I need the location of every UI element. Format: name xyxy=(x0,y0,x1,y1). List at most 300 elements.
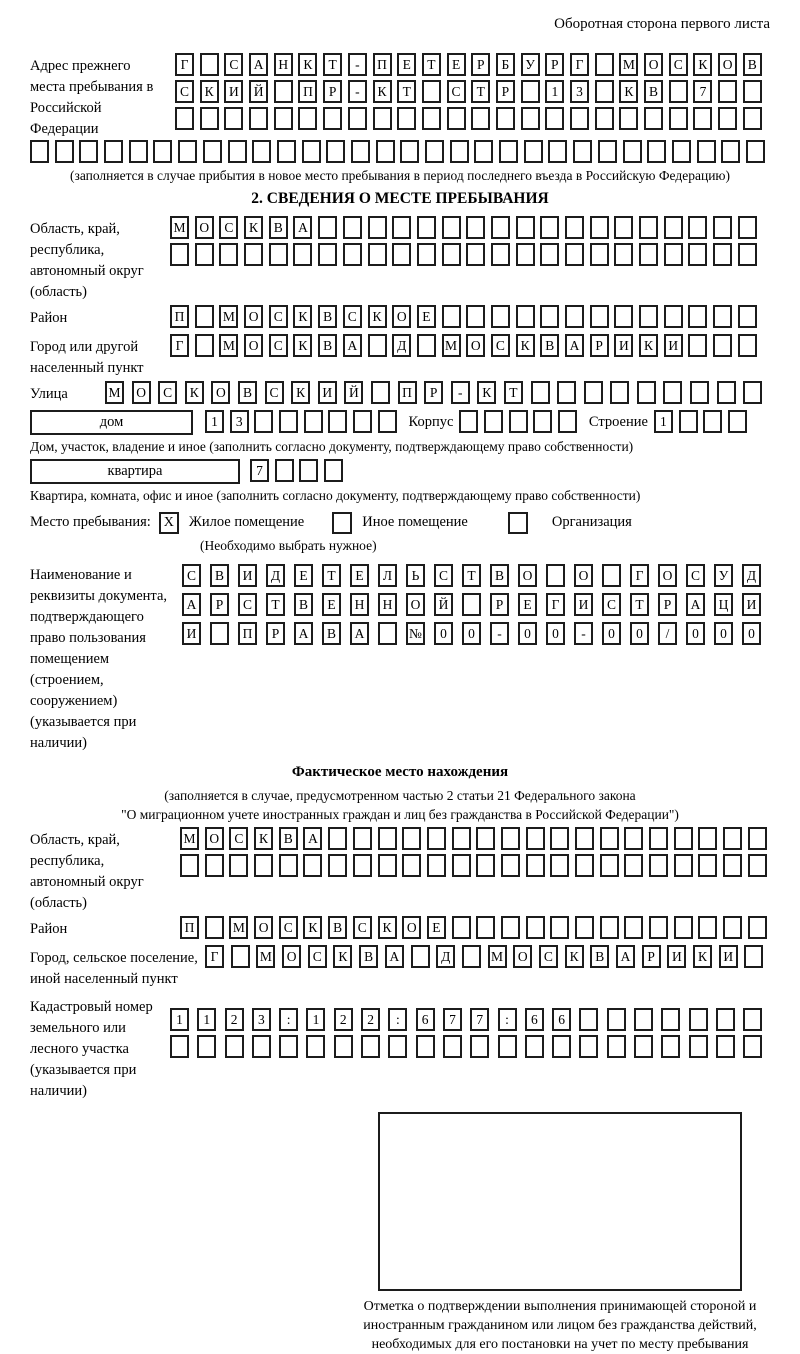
char-cell[interactable]: 7 xyxy=(250,459,269,482)
char-cell[interactable]: 7 xyxy=(470,1008,489,1031)
char-cell[interactable]: 2 xyxy=(225,1008,244,1031)
char-cell[interactable] xyxy=(178,140,197,163)
char-cell[interactable] xyxy=(521,80,540,103)
char-cell[interactable] xyxy=(531,381,550,404)
char-cell[interactable] xyxy=(275,459,294,482)
char-cell[interactable]: В xyxy=(590,945,609,968)
char-cell[interactable]: М xyxy=(256,945,275,968)
char-cell[interactable]: О xyxy=(402,916,421,939)
char-cell[interactable] xyxy=(299,459,318,482)
char-cell[interactable]: О xyxy=(574,564,593,587)
char-cell[interactable]: К xyxy=(185,381,204,404)
char-cell[interactable]: А xyxy=(350,622,369,645)
char-cell[interactable]: А xyxy=(182,593,201,616)
char-cell[interactable] xyxy=(228,140,247,163)
char-cell[interactable] xyxy=(277,140,296,163)
char-cell[interactable]: К xyxy=(303,916,322,939)
char-cell[interactable] xyxy=(452,916,471,939)
char-cell[interactable] xyxy=(328,854,347,877)
char-cell[interactable]: В xyxy=(328,916,347,939)
char-cell[interactable] xyxy=(304,410,323,433)
char-cell[interactable] xyxy=(252,140,271,163)
char-cell[interactable]: В xyxy=(743,53,762,76)
char-cell[interactable]: 3 xyxy=(570,80,589,103)
char-cell[interactable]: О xyxy=(282,945,301,968)
char-cell[interactable] xyxy=(550,916,569,939)
char-cell[interactable]: К xyxy=(477,381,496,404)
char-cell[interactable]: 6 xyxy=(416,1008,435,1031)
char-cell[interactable]: Е xyxy=(417,305,436,328)
char-cell[interactable]: А xyxy=(294,622,313,645)
char-cell[interactable]: В xyxy=(238,381,257,404)
char-cell[interactable]: 7 xyxy=(693,80,712,103)
char-cell[interactable]: О xyxy=(244,305,263,328)
char-cell[interactable]: К xyxy=(333,945,352,968)
char-cell[interactable] xyxy=(716,1008,735,1031)
char-cell[interactable] xyxy=(471,107,490,130)
char-cell[interactable]: С xyxy=(158,381,177,404)
char-cell[interactable]: Г xyxy=(175,53,194,76)
char-cell[interactable]: 0 xyxy=(434,622,453,645)
char-cell[interactable]: : xyxy=(388,1008,407,1031)
char-cell[interactable]: С xyxy=(182,564,201,587)
char-cell[interactable] xyxy=(425,140,444,163)
char-cell[interactable]: А xyxy=(249,53,268,76)
char-cell[interactable]: М xyxy=(488,945,507,968)
char-cell[interactable] xyxy=(343,216,362,239)
char-cell[interactable] xyxy=(623,140,642,163)
char-cell[interactable]: - xyxy=(348,53,367,76)
char-cell[interactable] xyxy=(550,827,569,850)
char-cell[interactable]: 0 xyxy=(518,622,537,645)
house-box[interactable]: дом xyxy=(30,410,193,435)
char-cell[interactable] xyxy=(689,1035,708,1058)
char-cell[interactable] xyxy=(688,305,707,328)
char-cell[interactable] xyxy=(721,140,740,163)
char-cell[interactable]: 3 xyxy=(252,1008,271,1031)
char-cell[interactable] xyxy=(575,827,594,850)
char-cell[interactable]: - xyxy=(490,622,509,645)
char-cell[interactable]: Р xyxy=(471,53,490,76)
char-cell[interactable] xyxy=(649,916,668,939)
char-cell[interactable] xyxy=(723,854,742,877)
char-cell[interactable]: А xyxy=(293,216,312,239)
char-cell[interactable] xyxy=(718,107,737,130)
char-cell[interactable]: О xyxy=(518,564,537,587)
char-cell[interactable] xyxy=(516,305,535,328)
char-cell[interactable] xyxy=(348,107,367,130)
char-cell[interactable] xyxy=(210,622,229,645)
char-cell[interactable] xyxy=(498,1035,517,1058)
char-cell[interactable]: О xyxy=(644,53,663,76)
char-cell[interactable]: 1 xyxy=(170,1008,189,1031)
char-cell[interactable] xyxy=(521,107,540,130)
char-cell[interactable]: И xyxy=(742,593,761,616)
char-cell[interactable] xyxy=(326,140,345,163)
char-cell[interactable] xyxy=(30,140,49,163)
char-cell[interactable]: К xyxy=(293,305,312,328)
char-cell[interactable] xyxy=(728,410,747,433)
char-cell[interactable] xyxy=(229,854,248,877)
char-cell[interactable] xyxy=(748,827,767,850)
char-cell[interactable] xyxy=(55,140,74,163)
char-cell[interactable] xyxy=(693,107,712,130)
char-cell[interactable] xyxy=(688,243,707,266)
char-cell[interactable]: М xyxy=(442,334,461,357)
char-cell[interactable]: Е xyxy=(427,916,446,939)
char-cell[interactable]: Г xyxy=(170,334,189,357)
char-cell[interactable]: В xyxy=(490,564,509,587)
char-cell[interactable]: Н xyxy=(350,593,369,616)
char-cell[interactable]: К xyxy=(368,305,387,328)
char-cell[interactable] xyxy=(254,410,273,433)
char-cell[interactable] xyxy=(452,827,471,850)
char-cell[interactable]: А xyxy=(343,334,362,357)
char-cell[interactable]: К xyxy=(378,916,397,939)
char-cell[interactable] xyxy=(661,1008,680,1031)
char-cell[interactable] xyxy=(293,243,312,266)
char-cell[interactable]: И xyxy=(664,334,683,357)
char-cell[interactable]: 0 xyxy=(742,622,761,645)
char-cell[interactable] xyxy=(195,334,214,357)
char-cell[interactable] xyxy=(639,305,658,328)
char-cell[interactable] xyxy=(526,916,545,939)
char-cell[interactable] xyxy=(249,107,268,130)
char-cell[interactable] xyxy=(279,1035,298,1058)
char-cell[interactable] xyxy=(447,107,466,130)
char-cell[interactable] xyxy=(738,334,757,357)
char-cell[interactable] xyxy=(607,1008,626,1031)
char-cell[interactable] xyxy=(180,854,199,877)
char-cell[interactable] xyxy=(713,334,732,357)
char-cell[interactable]: О xyxy=(211,381,230,404)
char-cell[interactable] xyxy=(491,243,510,266)
char-cell[interactable] xyxy=(516,243,535,266)
char-cell[interactable]: О xyxy=(132,381,151,404)
char-cell[interactable] xyxy=(392,243,411,266)
char-cell[interactable] xyxy=(649,827,668,850)
char-cell[interactable]: К xyxy=(639,334,658,357)
char-cell[interactable] xyxy=(244,243,263,266)
char-cell[interactable] xyxy=(634,1008,653,1031)
char-cell[interactable] xyxy=(279,854,298,877)
char-cell[interactable] xyxy=(679,410,698,433)
char-cell[interactable] xyxy=(688,216,707,239)
char-cell[interactable] xyxy=(743,381,762,404)
char-cell[interactable] xyxy=(323,107,342,130)
char-cell[interactable]: Н xyxy=(378,593,397,616)
char-cell[interactable] xyxy=(104,140,123,163)
char-cell[interactable]: С xyxy=(238,593,257,616)
char-cell[interactable] xyxy=(397,107,416,130)
char-cell[interactable]: К xyxy=(293,334,312,357)
char-cell[interactable] xyxy=(557,381,576,404)
char-cell[interactable] xyxy=(649,854,668,877)
char-cell[interactable]: В xyxy=(294,593,313,616)
char-cell[interactable] xyxy=(373,107,392,130)
char-cell[interactable] xyxy=(713,305,732,328)
char-cell[interactable]: Р xyxy=(545,53,564,76)
char-cell[interactable] xyxy=(462,593,481,616)
char-cell[interactable] xyxy=(664,305,683,328)
char-cell[interactable]: Р xyxy=(590,334,609,357)
char-cell[interactable] xyxy=(219,243,238,266)
char-cell[interactable] xyxy=(225,1035,244,1058)
char-cell[interactable] xyxy=(274,80,293,103)
char-cell[interactable]: А xyxy=(686,593,705,616)
char-cell[interactable] xyxy=(203,140,222,163)
char-cell[interactable] xyxy=(361,1035,380,1058)
char-cell[interactable] xyxy=(466,216,485,239)
char-cell[interactable]: Й xyxy=(434,593,453,616)
char-cell[interactable] xyxy=(501,827,520,850)
char-cell[interactable] xyxy=(516,216,535,239)
char-cell[interactable] xyxy=(674,854,693,877)
char-cell[interactable] xyxy=(353,827,372,850)
char-cell[interactable] xyxy=(602,564,621,587)
char-cell[interactable] xyxy=(690,381,709,404)
char-cell[interactable] xyxy=(392,216,411,239)
char-cell[interactable] xyxy=(546,564,565,587)
char-cell[interactable] xyxy=(442,243,461,266)
char-cell[interactable]: 1 xyxy=(306,1008,325,1031)
char-cell[interactable] xyxy=(129,140,148,163)
char-cell[interactable] xyxy=(634,1035,653,1058)
char-cell[interactable]: С xyxy=(669,53,688,76)
char-cell[interactable]: Р xyxy=(490,593,509,616)
char-cell[interactable]: Г xyxy=(630,564,649,587)
char-cell[interactable]: 6 xyxy=(525,1008,544,1031)
char-cell[interactable]: 7 xyxy=(443,1008,462,1031)
char-cell[interactable]: / xyxy=(658,622,677,645)
char-cell[interactable] xyxy=(614,305,633,328)
char-cell[interactable]: О xyxy=(244,334,263,357)
char-cell[interactable]: С xyxy=(434,564,453,587)
char-cell[interactable] xyxy=(614,216,633,239)
char-cell[interactable] xyxy=(368,334,387,357)
char-cell[interactable] xyxy=(647,140,666,163)
char-cell[interactable] xyxy=(716,1035,735,1058)
char-cell[interactable] xyxy=(595,107,614,130)
char-cell[interactable]: - xyxy=(574,622,593,645)
char-cell[interactable]: С xyxy=(269,334,288,357)
char-cell[interactable] xyxy=(474,140,493,163)
char-cell[interactable]: А xyxy=(565,334,584,357)
char-cell[interactable]: 1 xyxy=(654,410,673,433)
char-cell[interactable] xyxy=(664,216,683,239)
char-cell[interactable]: Г xyxy=(205,945,224,968)
char-cell[interactable] xyxy=(231,945,250,968)
char-cell[interactable]: Д xyxy=(436,945,455,968)
char-cell[interactable] xyxy=(476,916,495,939)
char-cell[interactable]: И xyxy=(614,334,633,357)
char-cell[interactable]: М xyxy=(170,216,189,239)
char-cell[interactable] xyxy=(698,916,717,939)
char-cell[interactable] xyxy=(672,140,691,163)
char-cell[interactable] xyxy=(422,107,441,130)
char-cell[interactable]: Т xyxy=(471,80,490,103)
char-cell[interactable] xyxy=(378,622,397,645)
char-cell[interactable]: Т xyxy=(322,564,341,587)
char-cell[interactable] xyxy=(417,243,436,266)
char-cell[interactable] xyxy=(550,854,569,877)
char-cell[interactable]: 2 xyxy=(361,1008,380,1031)
char-cell[interactable] xyxy=(252,1035,271,1058)
char-cell[interactable]: С xyxy=(224,53,243,76)
char-cell[interactable] xyxy=(703,410,722,433)
char-cell[interactable] xyxy=(689,1008,708,1031)
char-cell[interactable] xyxy=(499,140,518,163)
char-cell[interactable] xyxy=(328,410,347,433)
char-cell[interactable]: Й xyxy=(249,80,268,103)
char-cell[interactable] xyxy=(590,243,609,266)
char-cell[interactable] xyxy=(303,854,322,877)
char-cell[interactable]: 0 xyxy=(546,622,565,645)
char-cell[interactable] xyxy=(353,410,372,433)
char-cell[interactable]: № xyxy=(406,622,425,645)
char-cell[interactable] xyxy=(79,140,98,163)
char-cell[interactable]: Т xyxy=(504,381,523,404)
char-cell[interactable]: Е xyxy=(294,564,313,587)
char-cell[interactable]: С xyxy=(491,334,510,357)
char-cell[interactable] xyxy=(600,916,619,939)
char-cell[interactable]: Д xyxy=(392,334,411,357)
char-cell[interactable]: В xyxy=(279,827,298,850)
char-cell[interactable] xyxy=(548,140,567,163)
char-cell[interactable] xyxy=(279,410,298,433)
char-cell[interactable] xyxy=(743,80,762,103)
char-cell[interactable] xyxy=(639,243,658,266)
char-cell[interactable] xyxy=(614,243,633,266)
char-cell[interactable] xyxy=(743,1035,762,1058)
char-cell[interactable]: К xyxy=(693,53,712,76)
char-cell[interactable]: В xyxy=(540,334,559,357)
char-cell[interactable]: 1 xyxy=(545,80,564,103)
char-cell[interactable] xyxy=(663,381,682,404)
char-cell[interactable]: А xyxy=(303,827,322,850)
char-cell[interactable]: В xyxy=(359,945,378,968)
char-cell[interactable] xyxy=(195,243,214,266)
char-cell[interactable] xyxy=(462,945,481,968)
char-cell[interactable]: О xyxy=(466,334,485,357)
char-cell[interactable]: К xyxy=(516,334,535,357)
char-cell[interactable]: 3 xyxy=(230,410,249,433)
char-cell[interactable]: К xyxy=(200,80,219,103)
char-cell[interactable] xyxy=(674,827,693,850)
char-cell[interactable] xyxy=(738,216,757,239)
char-cell[interactable] xyxy=(378,410,397,433)
char-cell[interactable]: Л xyxy=(378,564,397,587)
char-cell[interactable] xyxy=(269,243,288,266)
char-cell[interactable]: С xyxy=(279,916,298,939)
char-cell[interactable] xyxy=(351,140,370,163)
char-cell[interactable]: : xyxy=(498,1008,517,1031)
char-cell[interactable]: У xyxy=(714,564,733,587)
char-cell[interactable] xyxy=(698,827,717,850)
char-cell[interactable] xyxy=(427,854,446,877)
char-cell[interactable] xyxy=(501,916,520,939)
char-cell[interactable]: П xyxy=(170,305,189,328)
char-cell[interactable]: 0 xyxy=(630,622,649,645)
char-cell[interactable] xyxy=(644,107,663,130)
char-cell[interactable] xyxy=(197,1035,216,1058)
char-cell[interactable] xyxy=(442,216,461,239)
char-cell[interactable]: С xyxy=(353,916,372,939)
char-cell[interactable] xyxy=(443,1035,462,1058)
char-cell[interactable] xyxy=(738,305,757,328)
char-cell[interactable] xyxy=(205,916,224,939)
char-cell[interactable]: О xyxy=(195,216,214,239)
char-cell[interactable] xyxy=(524,140,543,163)
char-cell[interactable] xyxy=(402,854,421,877)
char-cell[interactable] xyxy=(624,854,643,877)
char-cell[interactable] xyxy=(746,140,765,163)
char-cell[interactable]: О xyxy=(513,945,532,968)
char-cell[interactable]: С xyxy=(229,827,248,850)
char-cell[interactable] xyxy=(205,854,224,877)
char-cell[interactable] xyxy=(153,140,172,163)
char-cell[interactable] xyxy=(607,1035,626,1058)
char-cell[interactable] xyxy=(200,107,219,130)
char-cell[interactable]: Н xyxy=(274,53,293,76)
char-cell[interactable] xyxy=(743,107,762,130)
char-cell[interactable] xyxy=(552,1035,571,1058)
char-cell[interactable] xyxy=(476,827,495,850)
char-cell[interactable]: И xyxy=(719,945,738,968)
char-cell[interactable]: 0 xyxy=(602,622,621,645)
char-cell[interactable] xyxy=(302,140,321,163)
char-cell[interactable] xyxy=(324,459,343,482)
char-cell[interactable] xyxy=(584,381,603,404)
char-cell[interactable] xyxy=(624,916,643,939)
char-cell[interactable]: Е xyxy=(350,564,369,587)
char-cell[interactable]: Р xyxy=(323,80,342,103)
char-cell[interactable] xyxy=(661,1035,680,1058)
char-cell[interactable] xyxy=(590,305,609,328)
char-cell[interactable] xyxy=(450,140,469,163)
char-cell[interactable]: О xyxy=(205,827,224,850)
char-cell[interactable] xyxy=(639,216,658,239)
char-cell[interactable] xyxy=(637,381,656,404)
char-cell[interactable]: К xyxy=(244,216,263,239)
char-cell[interactable] xyxy=(318,216,337,239)
char-cell[interactable]: 0 xyxy=(686,622,705,645)
char-cell[interactable] xyxy=(459,410,478,433)
char-cell[interactable]: К xyxy=(254,827,273,850)
char-cell[interactable] xyxy=(674,916,693,939)
char-cell[interactable] xyxy=(170,1035,189,1058)
char-cell[interactable]: Ц xyxy=(714,593,733,616)
char-cell[interactable] xyxy=(470,1035,489,1058)
char-cell[interactable]: П xyxy=(398,381,417,404)
char-cell[interactable] xyxy=(318,243,337,266)
char-cell[interactable]: Е xyxy=(447,53,466,76)
char-cell[interactable]: 0 xyxy=(462,622,481,645)
char-cell[interactable] xyxy=(496,107,515,130)
char-cell[interactable] xyxy=(334,1035,353,1058)
checkbox-residential[interactable]: X xyxy=(159,512,179,534)
char-cell[interactable]: О xyxy=(718,53,737,76)
char-cell[interactable] xyxy=(575,916,594,939)
char-cell[interactable]: Т xyxy=(266,593,285,616)
char-cell[interactable] xyxy=(595,80,614,103)
char-cell[interactable] xyxy=(343,243,362,266)
char-cell[interactable]: М xyxy=(180,827,199,850)
char-cell[interactable] xyxy=(624,827,643,850)
apartment-box[interactable]: квартира xyxy=(30,459,240,484)
char-cell[interactable] xyxy=(688,334,707,357)
char-cell[interactable]: К xyxy=(565,945,584,968)
